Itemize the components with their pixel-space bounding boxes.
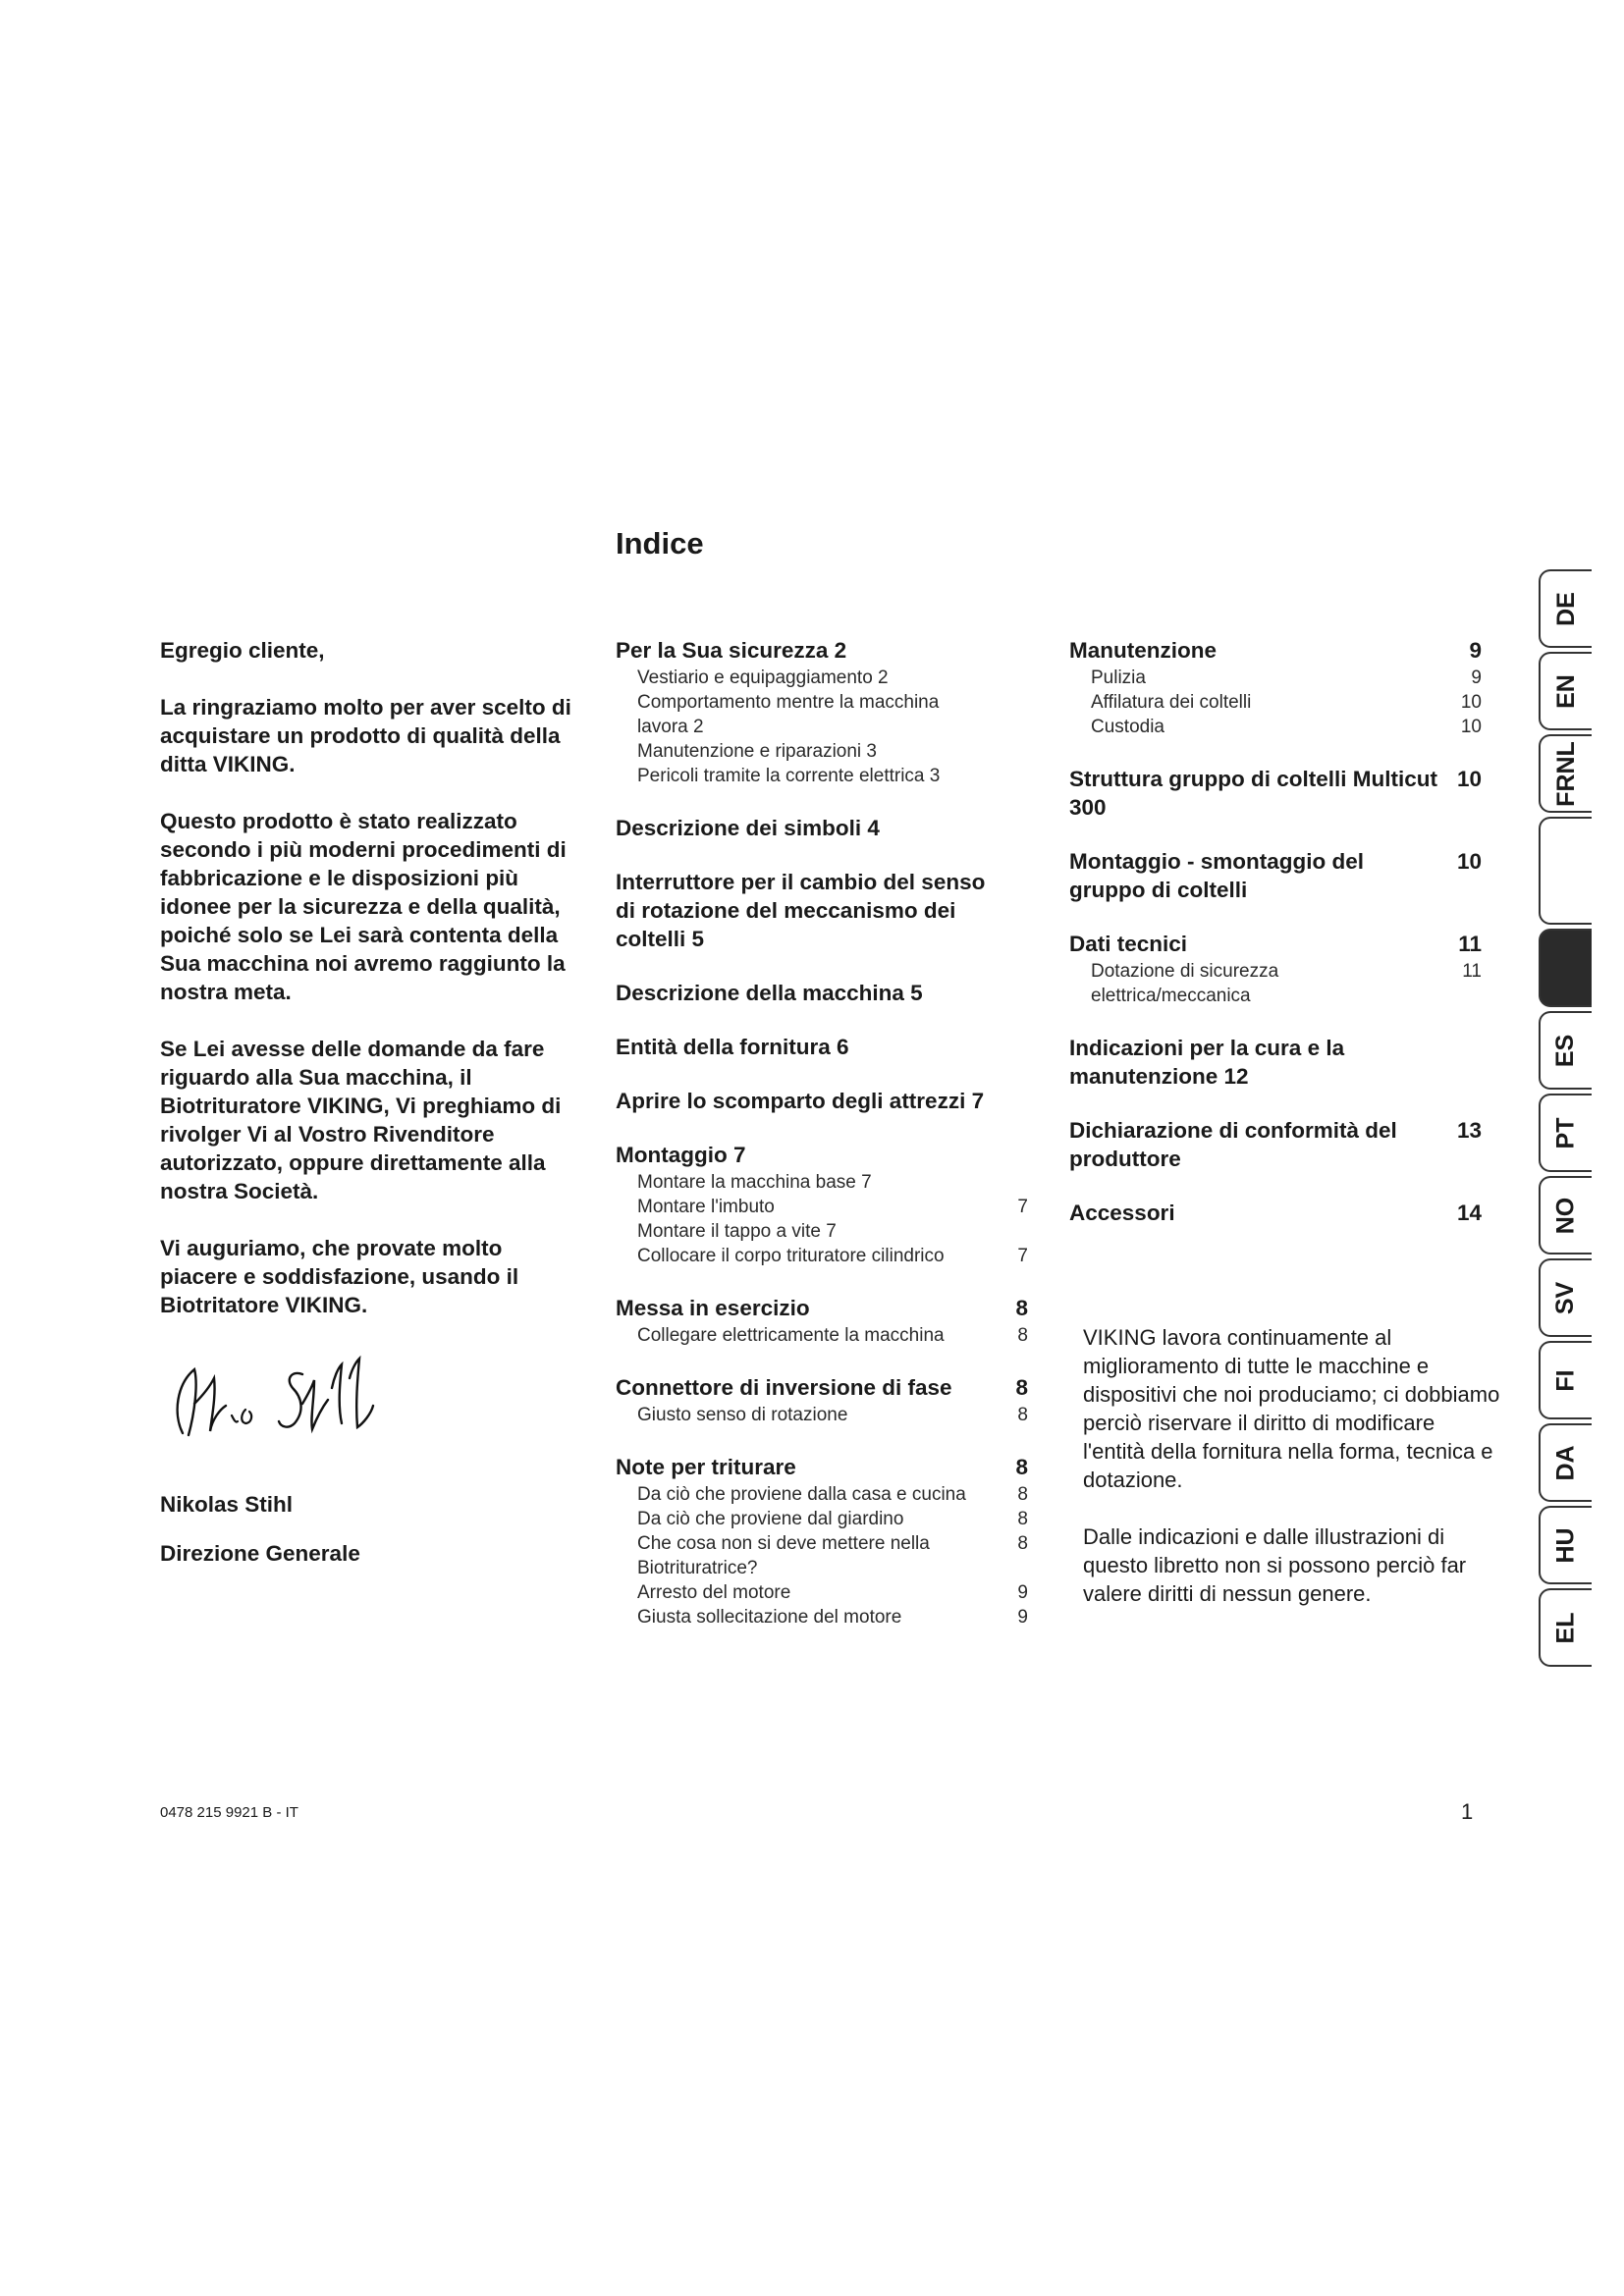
language-tab-label: SV (1551, 1281, 1580, 1314)
toc-section-heading (1069, 1116, 1482, 1173)
toc-right-column (1069, 636, 1482, 1253)
toc-middle-column (616, 636, 1028, 1655)
toc-section-page: 8 (1015, 1296, 1028, 1320)
toc-subsection-list (616, 1482, 1028, 1629)
toc-section (1069, 1116, 1482, 1173)
toc-subsection-title: Giusta sollecitazione del motore (637, 1607, 902, 1628)
language-tab-da[interactable] (1539, 1423, 1592, 1502)
toc-subsection (616, 1580, 1028, 1605)
letter-paragraph: Questo prodotto è stato realizzato secondo i più moderni procedimenti di fabbricazione e le disposizioni più idonee per la sicurezza e della qualità, poiché solo se Lei sarà contenta della Sua macchina noi avremo raggiunto la nostra meta. (160, 809, 567, 1004)
toc-subsection-title: Montare il tappo a vite 7 (637, 1221, 837, 1242)
toc-section-heading (1069, 765, 1482, 822)
toc-section (616, 1141, 1028, 1268)
toc-subsection-list (616, 1403, 1028, 1427)
toc-subsection-title: Montare l'imbuto (637, 1197, 775, 1217)
language-tab-blank[interactable] (1539, 817, 1592, 925)
toc-section (616, 1087, 1028, 1115)
page-number: 1 (1461, 1799, 1474, 1824)
toc-section (1069, 930, 1482, 1008)
toc-subsection-page: 9 (1471, 667, 1482, 688)
toc-section-title: Accessori (1069, 1201, 1175, 1225)
language-tab-no[interactable] (1539, 1176, 1592, 1255)
toc-subsection-page: 9 (1017, 1607, 1028, 1628)
toc-section (616, 636, 1028, 788)
toc-section-title: Messa in esercizio (616, 1296, 810, 1320)
toc-subsection (616, 764, 1028, 788)
toc-subsection-title: Pericoli tramite la corrente elettrica 3 (637, 766, 941, 786)
language-tab-en[interactable] (1539, 652, 1592, 730)
toc-subsection (616, 1605, 1028, 1629)
toc-section-title: Manutenzione (1069, 638, 1217, 663)
toc-section (616, 1373, 1028, 1427)
toc-subsection-list (616, 1323, 1028, 1348)
toc-section-heading (1069, 930, 1482, 958)
toc-subsection-page: 9 (1017, 1582, 1028, 1603)
document-code: 0478 215 9921 B - IT (160, 1804, 298, 1821)
toc-subsection-title: Montare la macchina base 7 (637, 1172, 872, 1193)
toc-section-heading (616, 868, 1028, 953)
toc-subsection-title: Affilatura dei coltelli (1091, 692, 1252, 713)
toc-subsection-title: Custodia (1091, 717, 1164, 737)
language-tab-label: NO (1551, 1197, 1580, 1234)
toc-subsection (616, 1219, 1028, 1244)
language-tab-label: DA (1551, 1444, 1580, 1481)
toc-subsection-list (1069, 666, 1482, 739)
toc-subsection (1069, 715, 1482, 739)
letter-paragraph: La ringraziamo molto per aver scelto di acquistare un prodotto di qualità della ditta VIKING. (160, 695, 571, 776)
toc-section (1069, 636, 1482, 739)
toc-section-title: Note per triturare (616, 1455, 796, 1479)
language-tab-frnl[interactable] (1539, 734, 1592, 813)
toc-section-title: Montaggio 7 (616, 1143, 746, 1167)
toc-subsection (616, 1482, 1028, 1507)
note-paragraph: Dalle indicazioni e dalle illustrazioni di questo libretto non si possono perciò far valere diritti di nessun genere. (1083, 1524, 1467, 1606)
letter-paragraph: Vi auguriamo, che provate molto piacere e soddisfazione, usando il Biotritatore VIKING. (160, 1236, 519, 1317)
signature-image (155, 1345, 381, 1458)
toc-subsection-title: Vestiario e equipaggiamento 2 (637, 667, 889, 688)
toc-subsection-page: 10 (1460, 717, 1482, 737)
toc-section (616, 814, 1028, 842)
toc-subsection (616, 690, 1028, 739)
toc-section-page: 8 (1015, 1455, 1028, 1479)
toc-subsection-page: 8 (1017, 1325, 1028, 1346)
language-tab-label: DE (1551, 591, 1580, 626)
toc-section-heading (616, 814, 1028, 842)
language-tab-hu[interactable] (1539, 1506, 1592, 1584)
toc-subsection-page: 8 (1017, 1484, 1028, 1505)
letter-paragraph: Se Lei avesse delle domande da fare riguardo alla Sua macchina, il Biotrituratore VIKING, Vi preghiamo di rivolger Vi al Vostro Rivenditore autorizzato, oppure direttamente alla nostra Società. (160, 1037, 562, 1203)
toc-subsection-page: 10 (1460, 692, 1482, 713)
toc-subsection (1069, 690, 1482, 715)
letter-greeting: Egregio cliente, (160, 638, 325, 663)
toc-subsection-list (616, 666, 1028, 788)
toc-section-page: 8 (1015, 1375, 1028, 1400)
language-tab-fi[interactable] (1539, 1341, 1592, 1419)
toc-section-heading (1069, 636, 1482, 665)
toc-section-title: Indicazioni per la cura e la manutenzione 12 (1069, 1036, 1345, 1089)
toc-subsection (1069, 959, 1482, 1008)
toc-subsection-page: 7 (1017, 1197, 1028, 1217)
toc-section-title: Connettore di inversione di fase (616, 1375, 952, 1400)
toc-section-heading (616, 1453, 1028, 1481)
toc-section-page: 13 (1456, 1118, 1482, 1143)
language-tab-label: PT (1551, 1117, 1580, 1148)
toc-section (1069, 1199, 1482, 1227)
toc-section-heading (616, 1033, 1028, 1061)
toc-section (1069, 1034, 1482, 1091)
toc-section-page: 11 (1458, 932, 1482, 956)
toc-section-page: 14 (1456, 1201, 1482, 1225)
toc-section-heading (616, 1141, 1028, 1169)
language-tab-label: FI (1551, 1368, 1580, 1392)
toc-section-page: 10 (1456, 767, 1482, 791)
toc-subsection (616, 739, 1028, 764)
language-tab-el[interactable] (1539, 1588, 1592, 1667)
toc-subsection-title: Pulizia (1091, 667, 1146, 688)
toc-section-heading (616, 1373, 1028, 1402)
language-tab-label: FRNL (1551, 740, 1580, 807)
toc-section-heading (1069, 1034, 1482, 1091)
language-tab-pt[interactable] (1539, 1094, 1592, 1172)
language-tab-label: EL (1551, 1612, 1580, 1643)
language-tabs (1539, 569, 1597, 1671)
toc-section (1069, 765, 1482, 822)
toc-section-title: Entità della fornitura 6 (616, 1035, 849, 1059)
signer-name: Nikolas Stihl (160, 1492, 294, 1517)
toc-subsection-title: Collocare il corpo trituratore cilindrico (637, 1246, 945, 1266)
toc-section-title: Dati tecnici (1069, 932, 1188, 956)
toc-section (616, 979, 1028, 1007)
toc-section (1069, 847, 1482, 904)
toc-subsection (616, 1170, 1028, 1195)
toc-subsection-page: 8 (1017, 1405, 1028, 1425)
toc-subsection-page: 7 (1017, 1246, 1028, 1266)
toc-subsection (616, 1403, 1028, 1427)
toc-section (616, 1294, 1028, 1348)
note-paragraph: VIKING lavora continuamente al miglioramento di tutte le macchine e dispositivi che noi produciamo; ci dobbiamo perciò riservare il diritto di modificare l'entità della fornitura nella forma, tecnica e dotazione. (1083, 1325, 1500, 1492)
toc-section-heading (616, 1294, 1028, 1322)
toc-section-page: 10 (1456, 849, 1482, 874)
toc-section-heading (616, 1087, 1028, 1115)
toc-section-heading (616, 636, 1028, 665)
toc-section-heading (1069, 1199, 1482, 1227)
toc-subsection (616, 1507, 1028, 1531)
welcome-letter (160, 636, 572, 1348)
toc-subsection (616, 1323, 1028, 1348)
language-tab-sv[interactable] (1539, 1258, 1592, 1337)
toc-subsection-title: Collegare elettricamente la macchina (637, 1325, 945, 1346)
toc-subsection-title: Dotazione di sicurezza elettrica/meccanica (1091, 961, 1279, 1006)
language-tab-blank[interactable] (1539, 929, 1592, 1007)
toc-subsection (616, 1531, 1028, 1580)
language-tab-de[interactable] (1539, 569, 1592, 648)
toc-section-title: Per la Sua sicurezza 2 (616, 638, 847, 663)
toc-subsection-page: 8 (1017, 1509, 1028, 1529)
toc-subsection-title: Arresto del motore (637, 1582, 791, 1603)
toc-subsection-page: 11 (1462, 961, 1482, 982)
toc-subsection-title: Comportamento mentre la macchina lavora 2 (637, 692, 940, 737)
toc-section-heading (616, 979, 1028, 1007)
toc-subsection-title: Giusto senso di rotazione (637, 1405, 848, 1425)
toc-section-title: Struttura gruppo di coltelli Multicut 300 (1069, 767, 1437, 820)
toc-subsection-title: Che cosa non si deve mettere nella Biotrituratrice? (637, 1533, 930, 1578)
toc-section (616, 868, 1028, 953)
toc-subsection-page: 8 (1017, 1533, 1028, 1554)
toc-subsection (616, 1244, 1028, 1268)
toc-subsection-list (616, 1170, 1028, 1268)
language-tab-label: HU (1551, 1526, 1580, 1564)
toc-subsection-list (1069, 959, 1482, 1008)
toc-subsection-title: Da ciò che proviene dal giardino (637, 1509, 904, 1529)
toc-section-title: Descrizione della macchina 5 (616, 981, 923, 1005)
page-title: Indice (616, 526, 704, 561)
toc-subsection (616, 666, 1028, 690)
signer-role: Direzione Generale (160, 1541, 360, 1566)
language-tab-label: EN (1551, 673, 1580, 709)
toc-section-title: Aprire lo scomparto degli attrezzi 7 (616, 1089, 985, 1113)
toc-section (616, 1033, 1028, 1061)
language-tab-es[interactable] (1539, 1011, 1592, 1090)
disclaimer-note (1083, 1323, 1500, 1636)
toc-section-title: Montaggio - smontaggio del gruppo di coltelli (1069, 849, 1364, 902)
toc-subsection-title: Da ciò che proviene dalla casa e cucina (637, 1484, 966, 1505)
language-tab-label: ES (1551, 1034, 1580, 1067)
toc-section-title: Dichiarazione di conformità del produttore (1069, 1118, 1397, 1171)
toc-section-heading (1069, 847, 1482, 904)
toc-subsection (616, 1195, 1028, 1219)
toc-section (616, 1453, 1028, 1629)
toc-subsection (1069, 666, 1482, 690)
toc-section-title: Interruttore per il cambio del senso di rotazione del meccanismo dei coltelli 5 (616, 870, 986, 951)
toc-section-page: 9 (1469, 638, 1482, 663)
toc-section-title: Descrizione dei simboli 4 (616, 816, 880, 840)
toc-subsection-title: Manutenzione e riparazioni 3 (637, 741, 877, 762)
